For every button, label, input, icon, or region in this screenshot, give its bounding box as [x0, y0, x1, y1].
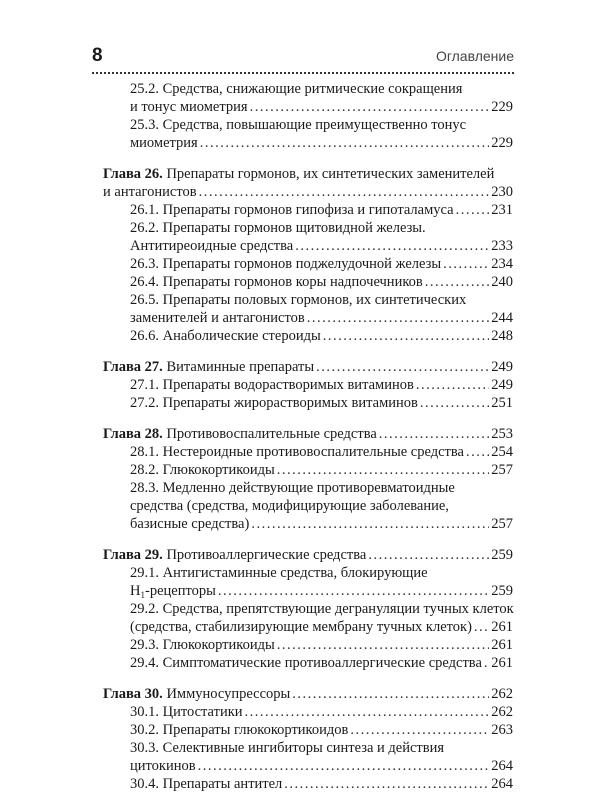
table-of-contents	[103, 80, 513, 793]
page-ref: 234	[491, 256, 513, 272]
chapter-title-line	[103, 425, 513, 443]
toc-entry	[103, 703, 513, 721]
toc-line-text	[130, 376, 414, 394]
toc-line	[103, 116, 513, 134]
dot-leader	[251, 515, 489, 533]
page-ref: 254	[491, 444, 513, 460]
chapter-label: Глава 26.	[103, 166, 163, 182]
toc-entry	[103, 775, 513, 793]
dot-leader	[284, 775, 489, 793]
toc-line	[103, 564, 513, 582]
toc-line	[103, 515, 513, 533]
toc-entry	[103, 721, 513, 739]
toc-line	[103, 739, 513, 757]
toc-line-text	[130, 309, 305, 327]
toc-text: 28.1. Нестероидные противовоспалительные средства	[130, 444, 464, 460]
toc-text: 29.3. Глюкокортикоиды	[130, 637, 275, 653]
toc-line	[103, 327, 513, 345]
dot-leader	[198, 757, 490, 775]
dot-leader	[250, 98, 490, 116]
toc-line-text	[130, 775, 282, 793]
dot-leader	[292, 685, 489, 703]
toc-text: 30.3. Селективные ингибиторы синтеза и действия	[130, 740, 445, 756]
running-header	[92, 44, 514, 74]
toc-text: базисные средства)	[130, 516, 250, 532]
toc-line-text	[130, 721, 348, 739]
dot-leader	[466, 443, 489, 461]
chapter-title-line	[103, 183, 513, 201]
toc-text: средства (средства, модифицирующие заболевание,	[130, 498, 449, 514]
chapter-label: Глава 28.	[103, 426, 163, 442]
toc-line	[103, 757, 513, 775]
page-ref: 251	[491, 395, 513, 411]
toc-entry	[103, 273, 513, 291]
toc-line-text	[130, 394, 418, 412]
toc-line	[103, 618, 513, 636]
chapter-label: Глава 30.	[103, 686, 163, 702]
chapter-title-line	[103, 685, 513, 703]
toc-line-text	[103, 183, 197, 201]
dot-leader	[474, 618, 489, 636]
dot-leader	[245, 703, 490, 721]
toc-line	[103, 80, 513, 98]
toc-line-text	[130, 327, 321, 345]
page-ref: 248	[491, 328, 513, 344]
toc-text: 26.5. Препараты половых гормонов, их синтетических	[130, 292, 467, 308]
dot-leader	[199, 183, 490, 201]
toc-text: 25.2. Средства, снижающие ритмические сокращения	[130, 81, 463, 97]
toc-entry	[103, 654, 513, 672]
page-ref: 262	[491, 686, 513, 702]
toc-text: Антитиреоидные средства	[130, 238, 294, 254]
toc-line	[103, 237, 513, 255]
toc-text: (средства, стабилизирующие мембрану тучных клеток)	[130, 619, 472, 635]
toc-line-text	[130, 81, 462, 97]
toc-entry	[103, 564, 513, 600]
dot-leader	[277, 461, 490, 479]
toc-text: 30.2. Препараты глюкокортикоидов	[130, 722, 349, 738]
chapter-block	[103, 80, 513, 152]
toc-line-text	[130, 601, 514, 617]
toc-line	[103, 600, 513, 618]
toc-line	[103, 479, 513, 497]
page-ref: 261	[491, 637, 513, 653]
page-ref: 264	[491, 776, 513, 792]
toc-line	[103, 219, 513, 237]
chapter-block	[103, 358, 513, 412]
chapter-block	[103, 546, 513, 672]
page-ref: 259	[491, 547, 513, 563]
chapter-label-wrap	[103, 359, 166, 375]
dot-leader	[416, 376, 489, 394]
dot-leader	[368, 546, 489, 564]
page-ref: 229	[491, 135, 513, 151]
toc-text: 26.3. Препараты гормонов поджелудочной железы	[130, 256, 442, 272]
subscript-index: 1	[140, 590, 145, 600]
chapter-title: Противоаллергические средства	[166, 547, 367, 563]
toc-line	[103, 255, 513, 273]
page-ref: 249	[491, 359, 513, 375]
toc-entry	[103, 376, 513, 394]
toc-line-text	[130, 703, 243, 721]
page-ref: 240	[491, 274, 513, 290]
toc-text: 29.1. Антигистаминные средства, блокирующие	[130, 565, 428, 581]
toc-line-text	[130, 134, 198, 152]
toc-line	[103, 376, 513, 394]
toc-line-text	[130, 515, 249, 533]
page-ref: 233	[491, 238, 513, 254]
page-ref: 229	[491, 99, 513, 115]
chapter-title: Иммуносупрессоры	[166, 686, 291, 702]
toc-text: 26.1. Препараты гормонов гипофиза и гипоталамуса	[130, 202, 454, 218]
chapter-title: Противовоспалительные средства	[166, 426, 377, 442]
toc-entry	[103, 394, 513, 412]
chapter-title: и антагонистов	[103, 184, 197, 200]
page-number: 8	[92, 45, 103, 66]
toc-line	[103, 443, 513, 461]
toc-entry	[103, 600, 513, 636]
toc-line-text	[130, 292, 466, 308]
dot-leader	[425, 273, 490, 291]
toc-text: 26.4. Препараты гормонов коры надпочечников	[130, 274, 423, 290]
toc-line-text	[130, 636, 275, 654]
toc-text: 26.6. Анаболические стероиды	[130, 328, 321, 344]
toc-entry	[103, 443, 513, 461]
toc-entry	[103, 255, 513, 273]
chapter-block	[103, 425, 513, 533]
dot-leader	[350, 721, 489, 739]
dot-leader	[456, 201, 490, 219]
toc-line	[103, 309, 513, 327]
toc-line-text	[130, 498, 449, 514]
toc-text: и тонус миометрия	[130, 99, 248, 115]
toc-entry	[103, 636, 513, 654]
toc-line	[103, 273, 513, 291]
toc-text: 28.2. Глюкокортикоиды	[130, 462, 275, 478]
page-ref: 264	[491, 758, 513, 774]
toc-line-text	[103, 358, 314, 376]
toc-entry	[103, 461, 513, 479]
toc-line-text	[130, 740, 444, 756]
toc-text: 29.4. Симптоматические противоаллергические средства	[130, 655, 482, 671]
chapter-title-line	[103, 546, 513, 564]
chapter-title: Препараты гормонов, их синтетических заменителей	[166, 166, 495, 182]
toc-line-text	[130, 98, 248, 116]
dot-leader	[316, 358, 489, 376]
chapter-label: Глава 29.	[103, 547, 163, 563]
toc-line-text	[103, 685, 290, 703]
toc-line	[103, 98, 513, 116]
page-ref: 261	[491, 655, 513, 671]
toc-line-text	[130, 201, 454, 219]
page-ref: 253	[491, 426, 513, 442]
dot-leader	[443, 255, 489, 273]
running-title: Оглавление	[435, 48, 514, 64]
toc-text: 28.3. Медленно действующие противоревматоидные	[130, 480, 455, 496]
page-ref: 230	[491, 184, 513, 200]
toc-text: 30.4. Препараты антител	[130, 776, 283, 792]
toc-text: 30.1. Цитостатики	[130, 704, 243, 720]
page-ref: 249	[491, 377, 513, 393]
toc-text: 26.2. Препараты гормонов щитовидной железы.	[130, 220, 426, 236]
toc-line	[103, 461, 513, 479]
toc-line	[103, 703, 513, 721]
toc-line-text	[130, 273, 423, 291]
toc-line-text	[130, 565, 428, 581]
chapter-label-wrap	[103, 426, 166, 442]
page-ref: 262	[491, 704, 513, 720]
toc-line-text	[103, 166, 494, 182]
chapter-title-line	[103, 358, 513, 376]
chapter-block	[103, 165, 513, 345]
toc-line-text	[130, 757, 196, 775]
toc-line	[103, 775, 513, 793]
dot-leader	[484, 654, 489, 672]
toc-line-text	[130, 237, 293, 255]
dot-leader	[277, 636, 490, 654]
toc-line-text	[130, 480, 455, 496]
toc-line-text	[130, 618, 472, 636]
page-ref: 231	[491, 202, 513, 218]
chapter-label-wrap	[103, 547, 166, 563]
dot-leader	[295, 237, 489, 255]
toc-text: 25.3. Средства, повышающие преимущественно тонус	[130, 117, 467, 133]
chapter-label-wrap	[103, 166, 166, 182]
page-ref: 257	[491, 462, 513, 478]
toc-text: заменителей и антагонистов	[130, 310, 305, 326]
toc-entry	[103, 479, 513, 533]
toc-line	[103, 134, 513, 152]
chapter-label-wrap	[103, 686, 166, 702]
dot-leader	[420, 394, 489, 412]
toc-line	[103, 636, 513, 654]
chapter-block	[103, 685, 513, 793]
toc-text: 27.2. Препараты жирорастворимых витаминов	[130, 395, 418, 411]
toc-entry	[103, 201, 513, 219]
page-ref: 259	[491, 583, 513, 599]
chapter-label: Глава 27.	[103, 359, 163, 375]
toc-line-text	[130, 255, 441, 273]
page-ref: 244	[491, 310, 513, 326]
toc-line-text	[130, 220, 426, 236]
toc-line	[103, 654, 513, 672]
dot-leader	[218, 582, 489, 600]
toc-line	[103, 497, 513, 515]
toc-line	[103, 582, 513, 600]
toc-line-text: $H_1$-рецепторы	[130, 583, 216, 600]
chapter-title: Витаминные препараты	[166, 359, 315, 375]
toc-line-text	[103, 425, 377, 443]
dot-leader	[379, 425, 489, 443]
toc-entry	[103, 291, 513, 327]
toc-entry	[103, 327, 513, 345]
toc-line-text	[103, 546, 366, 564]
toc-line	[103, 721, 513, 739]
dot-leader	[307, 309, 490, 327]
toc-text: цитокинов	[130, 758, 196, 774]
toc-entry	[103, 739, 513, 775]
page-ref: 257	[491, 516, 513, 532]
toc-entry	[103, 80, 513, 116]
toc-line	[103, 201, 513, 219]
toc-line	[103, 394, 513, 412]
toc-line-text	[130, 654, 482, 672]
toc-text: 29.2. Средства, препятствующие дегрануляции тучных клеток	[130, 601, 514, 617]
chapter-title-line	[103, 165, 513, 183]
toc-line-text	[130, 443, 464, 461]
toc-text: миометрия	[130, 135, 198, 151]
dot-leader	[323, 327, 490, 345]
toc-entry	[103, 219, 513, 255]
page-ref: 263	[491, 722, 513, 738]
toc-line	[103, 291, 513, 309]
dot-leader	[200, 134, 490, 152]
toc-text: 27.1. Препараты водорастворимых витаминов	[130, 377, 414, 393]
page-ref: 261	[491, 619, 513, 635]
toc-line-text	[130, 461, 275, 479]
toc-entry	[103, 116, 513, 152]
toc-line-text	[130, 117, 466, 133]
